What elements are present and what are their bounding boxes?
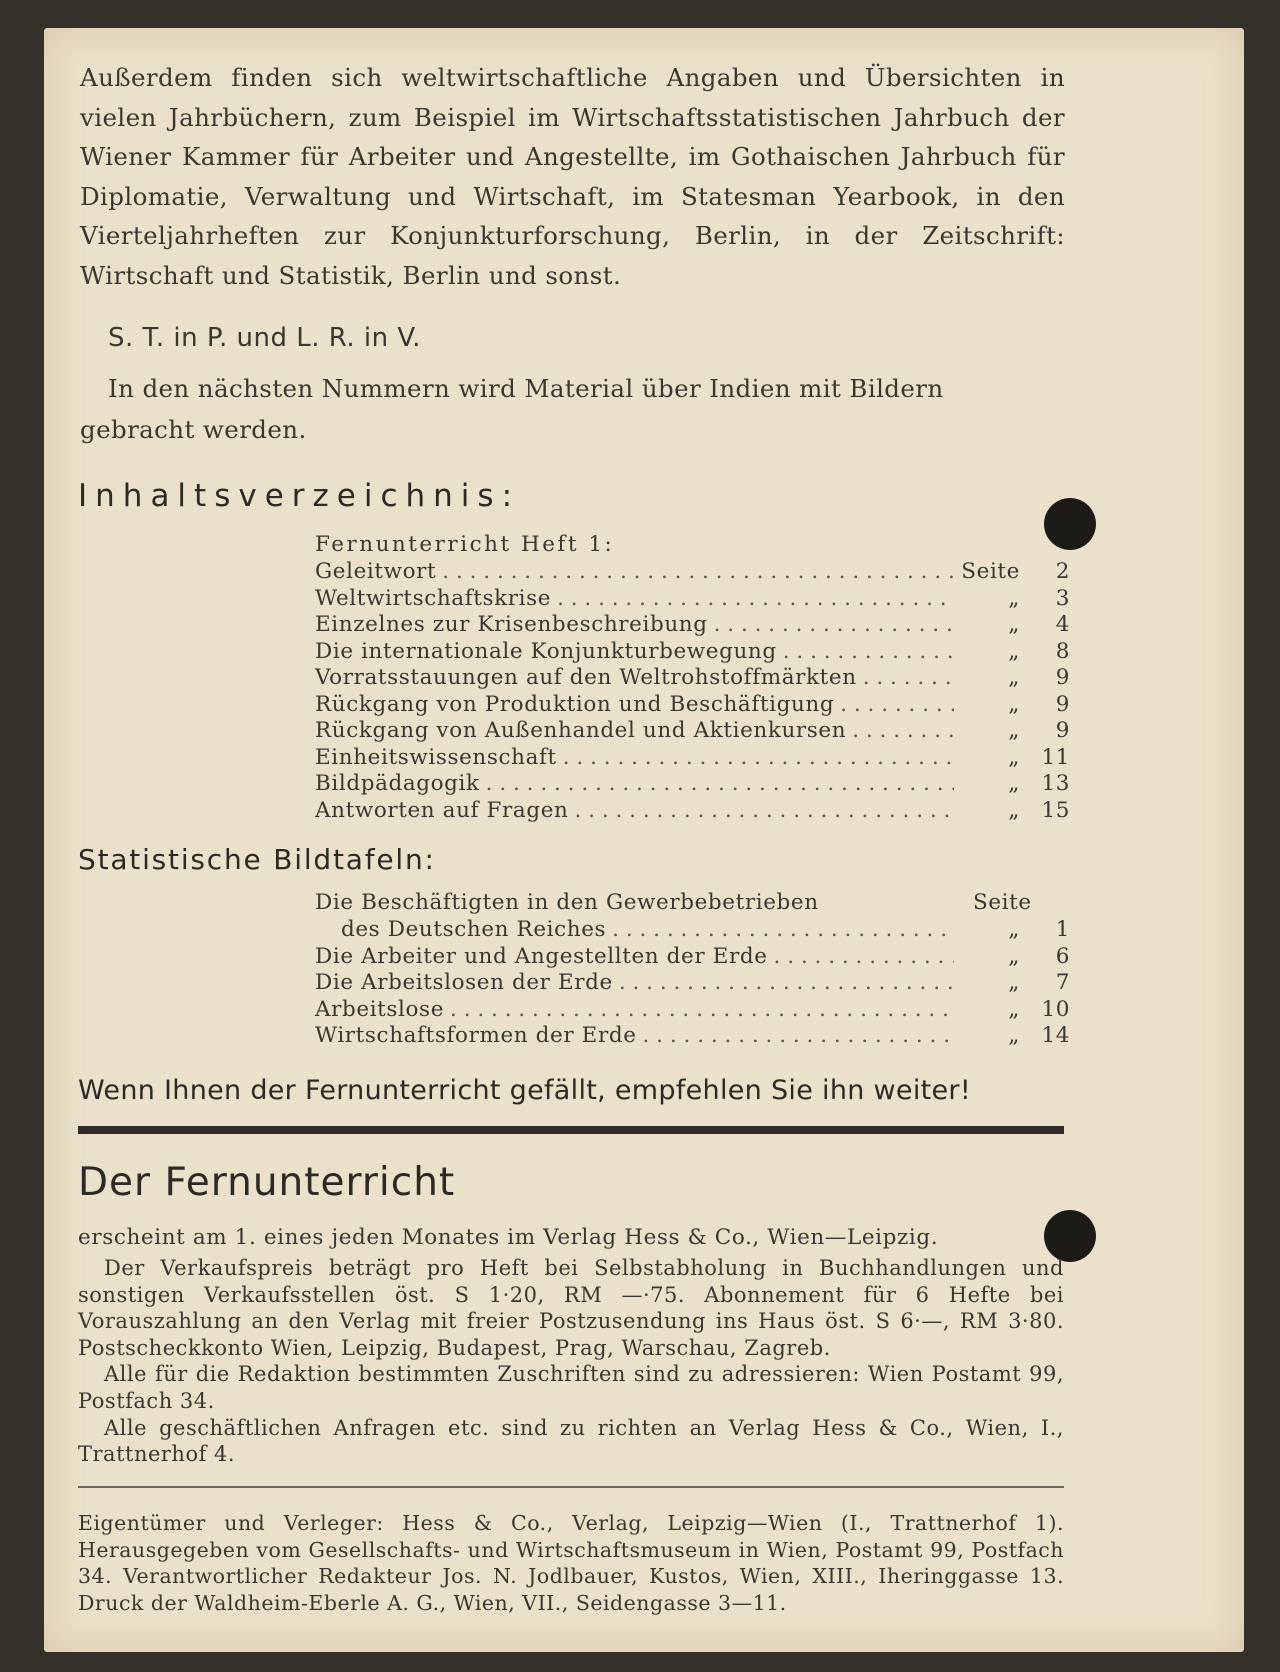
toc-entry-page: 2 xyxy=(1055,559,1070,584)
toc-entry xyxy=(315,665,1070,692)
toc-entry xyxy=(315,586,1070,613)
toc-entry-seite: „ xyxy=(1008,996,1020,1022)
leader-dots xyxy=(783,639,954,664)
toc-entry-page: 11 xyxy=(1041,744,1070,770)
intro-paragraph: Außerdem finden sich weltwirtschaftliche Angaben und Übersichten in vielen Jahrbüchern, zum Beispiel im Wirtschaftsstatistischen Jahrbuch der Wiener Kammer für Arbeiter und Angestellte, im Gothaischen Jahrbuch für Diplomatie, Verwaltung und Wirtschaft, im Statesman Yearbook, in den Vierteljahrheften zur Konjunkturforschung, Berlin, in der Zeitschrift: Wirtschaft und Statistik, Berlin und sonst. xyxy=(80,63,1065,290)
toc-entry-title: Rückgang von Produktion und Beschäftigung xyxy=(315,691,835,717)
toc-entry-page: 9 xyxy=(1055,691,1070,717)
toc-entry xyxy=(315,771,1070,798)
toc-entry xyxy=(315,639,1070,666)
st-line: S. T. in P. und L. R. in V. xyxy=(108,323,422,353)
toc-entry xyxy=(315,692,1070,719)
bildtafeln-heading: Statistische Bildtafeln: xyxy=(78,843,436,876)
toc-entry-title: Weltwirtschaftskrise xyxy=(315,585,552,611)
toc-entry-seite: „ xyxy=(1008,744,1020,770)
toc-entry-seite: „ xyxy=(1008,612,1020,637)
toc-entry-seite: „ xyxy=(1008,585,1020,611)
toc-entry-page: 6 xyxy=(1055,943,1070,969)
toc-entry-page: 9 xyxy=(1055,665,1070,690)
leader-dots xyxy=(557,586,954,611)
toc-entry-seite: „ xyxy=(1008,797,1020,823)
toc-heading: Inhaltsverzeichnis: xyxy=(78,478,521,514)
toc-entry-seite: „ xyxy=(1008,691,1020,717)
toc-entry-seite: „ xyxy=(1008,943,1020,969)
toc-entry xyxy=(315,917,1070,944)
seite-label: Seite xyxy=(973,890,1032,915)
toc-entry-page: 10 xyxy=(1041,996,1070,1022)
toc-entry-title: Die Beschäftigten in den Gewerbebetrieben xyxy=(315,890,819,915)
toc-entry-title: Vorratsstauungen auf den Weltrohstoffmärkten xyxy=(315,665,857,690)
toc-entry-page: 1 xyxy=(1055,917,1070,942)
toc-entry-page: 3 xyxy=(1055,585,1070,611)
toc-entry-seite: „ xyxy=(1008,771,1020,796)
leader-dots xyxy=(863,665,954,690)
leader-dots xyxy=(714,612,954,637)
impressum: Eigentümer und Verleger: Hess & Co., Verlag, Leipzig—Wien (I., Trattnerhof 1). Herausgegeben vom Gesellschafts- und Wirtschaftsmuseum in Wien, Postamt 99, Postfach 34. Verantwortlicher Redakteur Jos. N. Jodlbauer, Kustos, Wien, XIII., Iheringgasse 13. Druck der Waldheim-Eberle A. G., Wien, VII., Seidengasse 3—11. xyxy=(78,1511,1064,1615)
leader-dots xyxy=(486,771,954,796)
toc-entry-title: Die Arbeiter und Angestellten der Erde xyxy=(315,943,768,969)
leader-dots xyxy=(840,692,954,717)
toc-entry-seite: Seite xyxy=(961,559,1020,584)
toc-entry xyxy=(315,944,1070,971)
toc-entry-title: Einzelnes zur Krisenbeschreibung xyxy=(315,612,708,637)
toc-entry-page: 4 xyxy=(1055,612,1070,637)
toc-entry xyxy=(315,559,1070,586)
toc-entry-title: Antworten auf Fragen xyxy=(315,797,569,823)
toc-entry-page: 13 xyxy=(1041,771,1070,796)
divider xyxy=(78,1486,1064,1488)
redaktion-paragraph: Alle für die Redaktion bestimmten Zuschriften sind zu adressieren: Wien Postamt 99, Postfach 34. xyxy=(78,1362,1064,1413)
anfragen-paragraph: Alle geschäftlichen Anfragen etc. sind zu richten an Verlag Hess & Co., Wien, I., Trattnerhof 4. xyxy=(78,1415,1064,1467)
erscheint-line: erscheint am 1. eines jeden Monates im Verlag Hess & Co., Wien—Leipzig. xyxy=(78,1225,939,1250)
divider xyxy=(78,1126,1064,1134)
toc-entry-seite: „ xyxy=(1008,917,1020,942)
publication-info xyxy=(78,1255,1064,1468)
toc-entry-seite: „ xyxy=(1008,665,1020,690)
toc-entry-seite: „ xyxy=(1008,718,1020,743)
toc-entry-seite: „ xyxy=(1008,1023,1020,1048)
toc-entry-title: Wirtschaftsformen der Erde xyxy=(315,1023,637,1048)
indien-paragraph: In den nächsten Nummern wird Material über Indien mit Bildern gebracht werden. xyxy=(80,374,944,444)
leader-dots xyxy=(852,718,954,743)
toc-entry-seite: „ xyxy=(1008,970,1020,995)
toc-entry-page: 15 xyxy=(1041,797,1070,823)
leader-dots xyxy=(619,970,954,995)
toc-entry xyxy=(315,798,1070,825)
toc-entry-title: Einheitswissenschaft xyxy=(315,744,557,770)
bildtafeln-list xyxy=(315,917,1070,1050)
leader-dots xyxy=(563,745,954,770)
leader-dots xyxy=(612,917,954,942)
toc-list xyxy=(315,559,1070,824)
leader-dots xyxy=(575,798,955,823)
toc-entry-title: Bildpädagogik xyxy=(315,771,480,796)
toc-entry-page: 14 xyxy=(1041,1023,1070,1048)
toc-entry xyxy=(315,970,1070,997)
toc-entry xyxy=(315,1023,1070,1050)
leader-dots xyxy=(774,944,954,969)
punch-hole xyxy=(1044,498,1096,550)
toc-entry-title: Die internationale Konjunkturbewegung xyxy=(315,638,777,664)
toc-entry-page: 9 xyxy=(1055,718,1070,743)
toc-entry xyxy=(315,997,1070,1024)
price-paragraph: Der Verkaufspreis beträgt pro Heft bei Selbstabholung in Buchhandlungen und sonstigen Verkaufsstellen öst. S 1·20, RM —·75. Abonnement für 6 Hefte bei Vorauszahlung an den Verlag mit freier Postzusendung ins Haus öst. S 6·—, RM 3·80. Postscheckkonto Wien, Leipzig, Budapest, Prag, Warschau, Zagreb. xyxy=(78,1256,1064,1360)
toc-entry xyxy=(315,718,1070,745)
leader-dots xyxy=(450,997,954,1022)
fernunterricht-title: Der Fernunterricht xyxy=(78,1160,456,1205)
toc-entry-title: Die Arbeitslosen der Erde xyxy=(315,970,613,995)
leader-dots xyxy=(643,1023,954,1048)
toc-entry-page: 7 xyxy=(1055,970,1070,995)
recommend-line: Wenn Ihnen der Fernunterricht gefällt, empfehlen Sie ihn weiter! xyxy=(78,1075,971,1106)
toc-subheading: Fernunterricht Heft 1: xyxy=(315,532,615,557)
toc-entry-title: Arbeitslose xyxy=(315,996,445,1022)
toc-entry-title: des Deutschen Reiches xyxy=(341,917,607,942)
bildtafeln-first-line xyxy=(315,890,1070,917)
toc-entry-seite: „ xyxy=(1008,638,1020,664)
toc-entry-title: Rückgang von Außenhandel und Aktienkursen xyxy=(315,718,847,743)
leader-dots xyxy=(442,559,954,584)
toc-entry-title: Geleitwort xyxy=(315,559,437,584)
toc-entry xyxy=(315,745,1070,772)
toc-entry-page: 8 xyxy=(1055,638,1070,664)
toc-entry xyxy=(315,612,1070,639)
